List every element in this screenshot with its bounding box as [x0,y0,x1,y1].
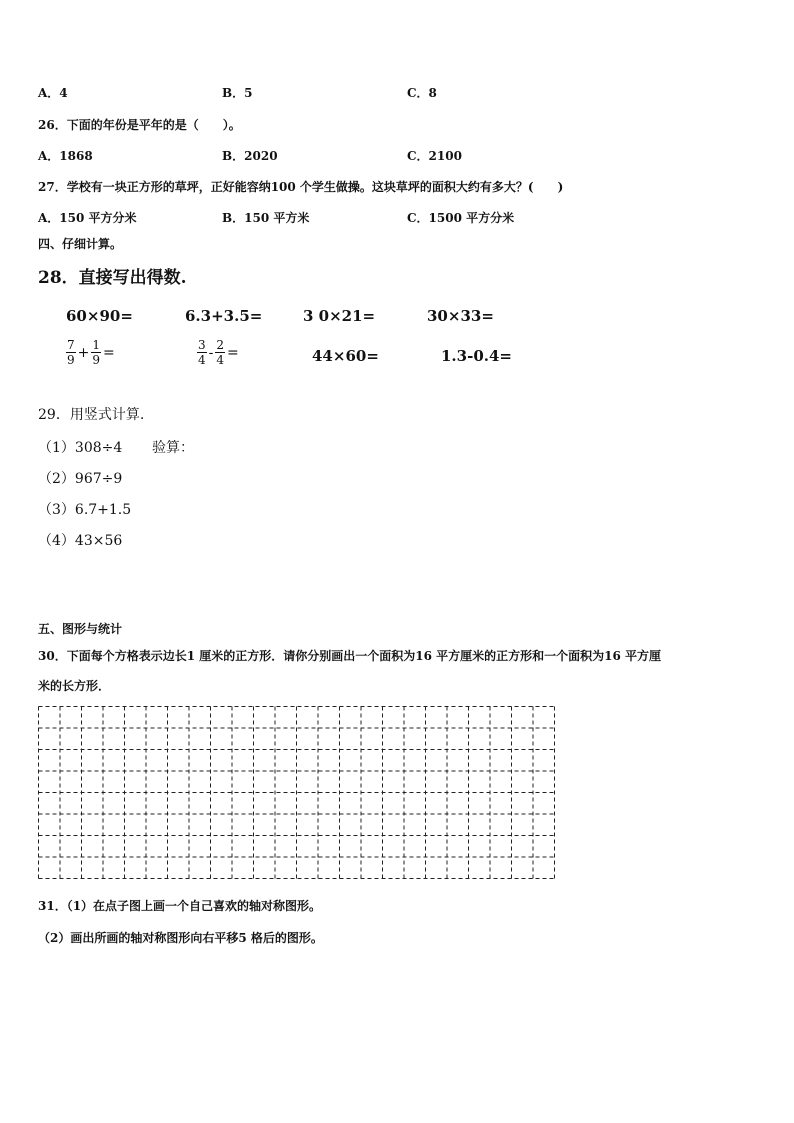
q28-item-7: 44×60= [312,347,379,365]
section-four-title: 四、仔细计算。 [38,237,123,251]
q25-option-b: B．5 [222,86,253,100]
q25-option-c: C．8 [407,86,437,100]
q29-item-1: （1）308÷4 [38,440,123,456]
q29-item-2: （2）967÷9 [38,471,123,487]
q29-item-3: （3）6.7+1.5 [38,502,132,518]
q27-question: 27．学校有一块正方形的草坪，正好能容纳100 个学生做操。这块草坪的面积大约有多大？( ) [38,180,564,194]
numerator: 7 [67,338,75,352]
grid-drawing-area [38,706,556,880]
q28-item-3: 3 0×21= [303,307,376,325]
q27-option-a: A．150 平方分米 [38,211,137,225]
denominator: 9 [92,353,101,367]
q28-fraction-expr-2 [197,338,241,367]
q31-text-line-2: （2）画出所画的轴对称图形向右平移5 格后的图形。 [38,931,323,945]
equals-sign: = [227,344,239,361]
q26-question: 26．下面的年份是平年的是（ ）。 [38,118,241,132]
operator: + [77,344,90,361]
q29-title: 29．用竖式计算. [38,407,145,423]
q30-text-line-1: 30．下面每个方格表示边长1 厘米的正方形．请你分别画出一个面积为16 平方厘米的正方形和一个面积为16 平方厘 [38,649,661,663]
q26-option-b: B．2020 [222,149,278,163]
q28-title: 28．直接写出得数. [38,268,187,288]
fraction [215,338,225,367]
q28-item-8: 1.3-0.4= [441,347,512,365]
q26-option-c: C．2100 [407,149,462,163]
equals-sign: = [103,344,115,361]
numerator: 1 [92,338,101,352]
q27-option-c: C．1500 平方分米 [407,211,515,225]
q25-option-a: A．4 [38,86,68,100]
q30-text-line-2: 米的长方形． [38,679,111,693]
section-five-title: 五、图形与统计 [38,622,123,636]
q28-item-2: 6.3+3.5= [185,307,263,325]
q26-option-a: A．1868 [38,149,93,163]
q28-fraction-expr-1 [66,338,117,367]
fraction [91,338,101,367]
fraction [66,338,76,367]
q28-item-1: 60×90= [66,307,133,325]
q28-item-4: 30×33= [427,307,494,325]
numerator: 3 [198,338,206,352]
denominator: 4 [198,353,206,367]
q29-item-4: （4）43×56 [38,533,123,549]
denominator: 9 [67,353,75,367]
square-grid [38,706,556,884]
q29-check-label: 验算： [152,440,194,456]
operator: - [208,344,214,361]
fraction [197,338,207,367]
q27-option-b: B．150 平方米 [222,211,310,225]
denominator: 4 [216,353,225,367]
q31-text-line-1: 31．（1）在点子图上画一个自己喜欢的轴对称图形。 [38,899,322,913]
numerator: 2 [216,338,225,352]
